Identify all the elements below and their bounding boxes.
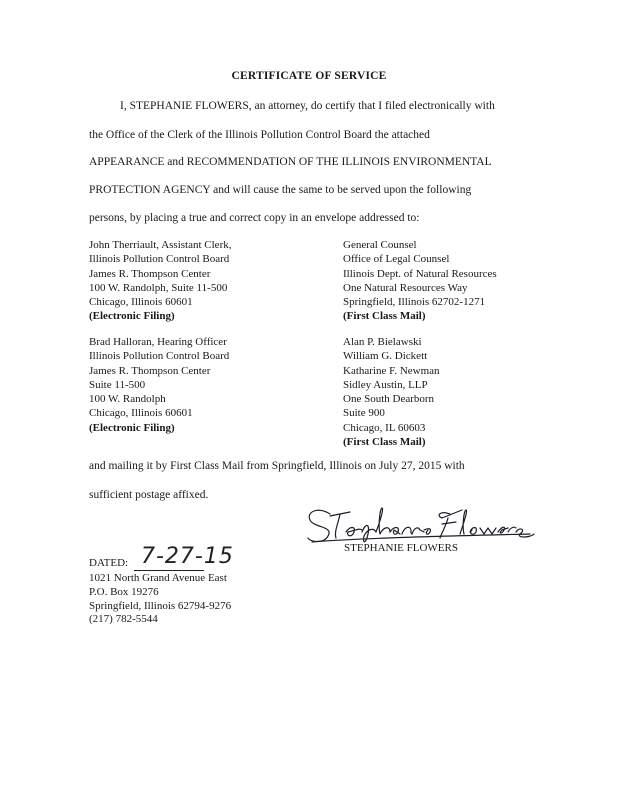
- delivery-method: (Electronic Filing): [89, 421, 175, 434]
- address-line: Springfield, Illinois 62702-1271: [343, 296, 486, 309]
- dated-label: DATED:: [89, 557, 129, 569]
- address-line: Office of Legal Counsel: [343, 253, 450, 266]
- address-line: P.O. Box 19276: [89, 585, 159, 598]
- address-line: John Therriault, Assistant Clerk,: [89, 239, 232, 251]
- address-line: William G. Dickett: [343, 350, 428, 363]
- address-line: Alan P. Bielawski: [343, 336, 422, 348]
- body-line-5: persons, by placing a true and correct copy in an envelope addressed to:: [89, 212, 420, 224]
- signature-block: [300, 500, 540, 560]
- address-line: (217) 782-5544: [89, 613, 158, 626]
- address-line: James R. Thompson Center: [89, 267, 211, 280]
- delivery-method: (First Class Mail): [343, 310, 426, 323]
- address-line: James R. Thompson Center: [89, 364, 211, 377]
- address-line: Springfield, Illinois 62794-9276: [89, 599, 232, 612]
- delivery-method: (Electronic Filing): [89, 310, 175, 323]
- body-line-2: the Office of the Clerk of the Illinois Pollution Control Board the attached: [89, 129, 430, 141]
- address-line: Brad Halloran, Hearing Officer: [89, 336, 227, 348]
- closing-line-2: sufficient postage affixed.: [89, 489, 209, 501]
- address-line: One South Dearborn: [343, 393, 435, 406]
- address-line: Chicago, Illinois 60601: [89, 296, 193, 309]
- address-line: 100 W. Randolph: [89, 393, 166, 406]
- address-sidley-austin: [343, 335, 440, 449]
- address-line: One Natural Resources Way: [343, 281, 468, 294]
- closing-line-1: and mailing it by First Class Mail from Springfield, Illinois on July 27, 2015 with: [89, 460, 465, 472]
- handwritten-signature: [300, 500, 540, 546]
- address-line: Katharine F. Newman: [343, 364, 440, 377]
- address-line: Chicago, IL 60603: [343, 421, 426, 434]
- address-line: Sidley Austin, LLP: [343, 378, 428, 391]
- dated-underline: [134, 570, 204, 571]
- document-title: CERTIFICATE OF SERVICE: [231, 70, 387, 82]
- signatory-name: STEPHANIE FLOWERS: [344, 542, 458, 554]
- address-line: Suite 900: [343, 407, 385, 420]
- address-general-counsel: [343, 238, 497, 324]
- dated-block: [89, 544, 234, 573]
- body-line-1: I, STEPHANIE FLOWERS, an attorney, do certify that I filed electronically with: [120, 100, 495, 112]
- attorney-address: [89, 572, 231, 627]
- address-line: 100 W. Randolph, Suite 11-500: [89, 281, 228, 294]
- address-hearing-officer: [89, 335, 229, 435]
- address-line: Suite 11-500: [89, 378, 146, 391]
- address-line: Illinois Pollution Control Board: [89, 253, 230, 266]
- body-line-4: PROTECTION AGENCY and will cause the same to be served upon the following: [89, 184, 472, 196]
- address-clerk: [89, 238, 231, 324]
- address-line: General Counsel: [343, 239, 417, 251]
- address-line: Chicago, Illinois 60601: [89, 407, 193, 420]
- body-line-3: APPEARANCE and RECOMMENDATION OF THE ILLINOIS ENVIRONMENTAL: [89, 156, 492, 168]
- dated-value: 7-27-15: [141, 544, 234, 569]
- address-line: Illinois Pollution Control Board: [89, 350, 230, 363]
- address-line: 1021 North Grand Avenue East: [89, 572, 227, 584]
- delivery-method: (First Class Mail): [343, 436, 426, 449]
- address-line: Illinois Dept. of Natural Resources: [343, 267, 497, 280]
